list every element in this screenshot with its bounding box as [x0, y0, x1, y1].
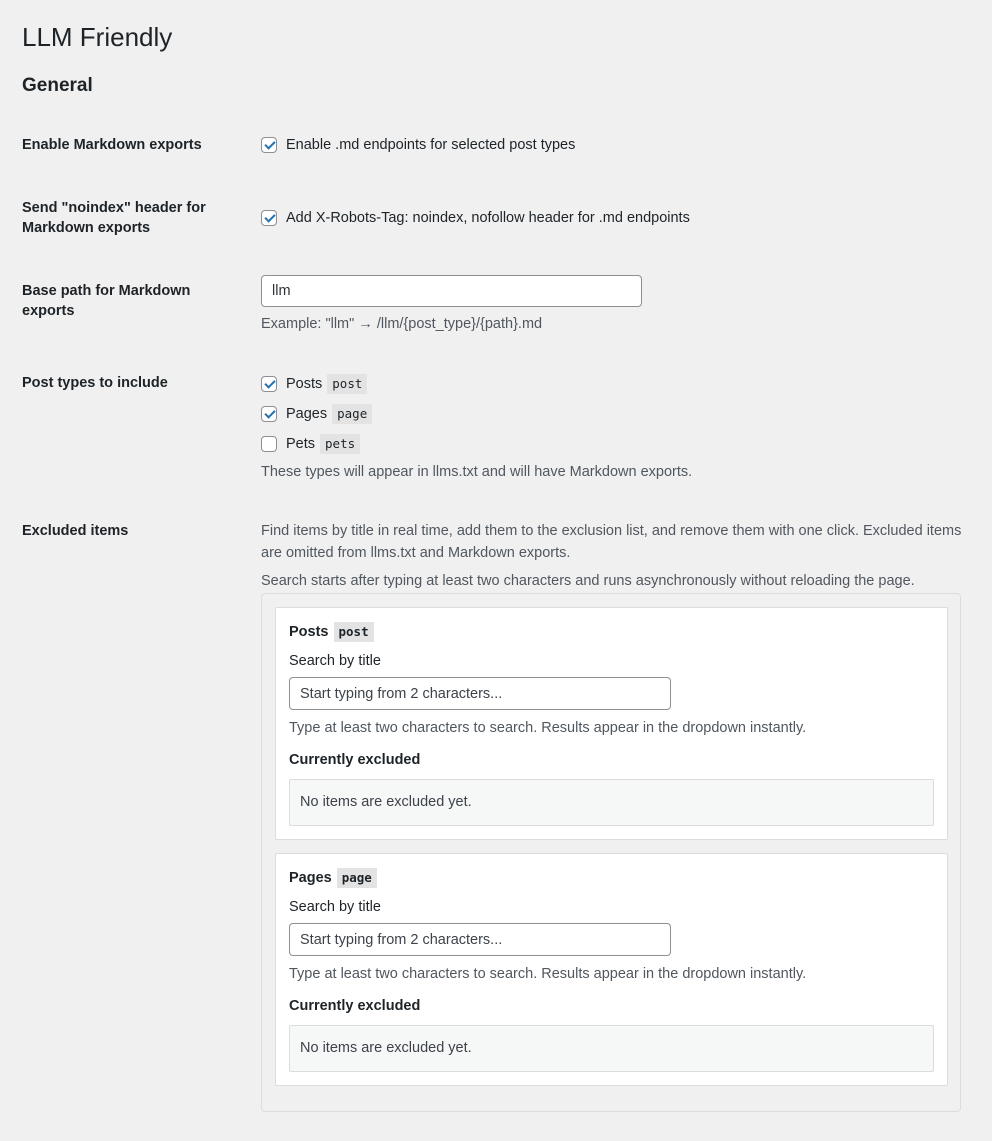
excluded-list-empty-pages: No items are excluded yet.: [289, 1025, 934, 1072]
exclusion-card-title-posts: [289, 622, 374, 642]
post-types-field: [261, 373, 692, 483]
search-input-pages[interactable]: [289, 923, 671, 956]
post-type-option-pets[interactable]: [261, 433, 692, 455]
base-path-field: [261, 275, 642, 335]
post-types-label: Post types to include: [22, 375, 168, 391]
post-type-slug-posts: post: [327, 374, 367, 394]
markdown-exports-label: Enable Markdown exports: [22, 137, 202, 153]
noindex-label: Send "noindex" header for Markdown exports: [22, 200, 206, 236]
base-path-label: Base path for Markdown exports: [22, 283, 191, 319]
excluded-items-label: Excluded items: [22, 523, 129, 539]
post-type-checkbox-pages[interactable]: [261, 406, 277, 422]
markdown-exports-checkbox[interactable]: [261, 137, 277, 153]
noindex-checkbox[interactable]: [261, 210, 277, 226]
section-title: General: [22, 75, 93, 96]
post-type-option-pages[interactable]: [261, 403, 692, 425]
post-type-slug-pages: page: [332, 404, 372, 424]
exclusion-card-slug-pages: page: [337, 868, 377, 888]
exclusion-card-title-text-pages: Pages: [289, 870, 332, 886]
currently-excluded-heading-posts: Currently excluded: [289, 752, 421, 768]
markdown-exports-field: [261, 134, 575, 156]
post-type-option-posts[interactable]: [261, 373, 692, 395]
excluded-items-container: [261, 593, 961, 1112]
excluded-items-note: Search starts after typing at least two characters and runs asynchronously without reloading the page.: [261, 573, 915, 589]
exclusion-card-title-text-posts: Posts: [289, 624, 329, 640]
noindex-checkbox-label[interactable]: Add X-Robots-Tag: noindex, nofollow header for .md endpoints: [286, 210, 690, 226]
post-types-description: These types will appear in llms.txt and will have Markdown exports.: [261, 464, 693, 480]
base-path-input[interactable]: [261, 275, 642, 307]
post-type-slug-pets: pets: [320, 434, 360, 454]
search-by-title-label-pages: Search by title: [289, 899, 381, 915]
post-type-checkbox-pets[interactable]: [261, 436, 277, 452]
page-title: LLM Friendly: [22, 22, 173, 52]
noindex-field: [261, 207, 690, 229]
search-help-pages: Type at least two characters to search. Results appear in the dropdown instantly.: [289, 966, 807, 982]
currently-excluded-heading-pages: Currently excluded: [289, 998, 421, 1014]
post-type-label-pets[interactable]: Pets: [286, 436, 316, 452]
markdown-exports-checkbox-label[interactable]: Enable .md endpoints for selected post types: [286, 137, 576, 153]
noindex-option[interactable]: [261, 207, 690, 229]
base-path-description: Example: "llm" → /llm/{post_type}/{path}.md: [261, 316, 543, 332]
excluded-list-empty-posts: No items are excluded yet.: [289, 779, 934, 826]
exclusion-card-slug-posts: post: [334, 622, 374, 642]
post-type-label-pages[interactable]: Pages: [286, 406, 328, 422]
exclusion-card-posts: [275, 607, 948, 840]
exclusion-card-title-pages: [289, 868, 377, 888]
search-help-posts: Type at least two characters to search. Results appear in the dropdown instantly.: [289, 720, 807, 736]
post-type-checkbox-posts[interactable]: [261, 376, 277, 392]
markdown-exports-option[interactable]: [261, 134, 575, 156]
excluded-items-description: Find items by title in real time, add them to the exclusion list, and remove them with one click. Excluded items are omitted from llms.txt and Markdown exports.: [261, 523, 962, 561]
search-input-posts[interactable]: [289, 677, 671, 710]
search-by-title-label-posts: Search by title: [289, 653, 381, 669]
post-type-label-posts[interactable]: Posts: [286, 376, 323, 392]
exclusion-card-pages: [275, 853, 948, 1086]
